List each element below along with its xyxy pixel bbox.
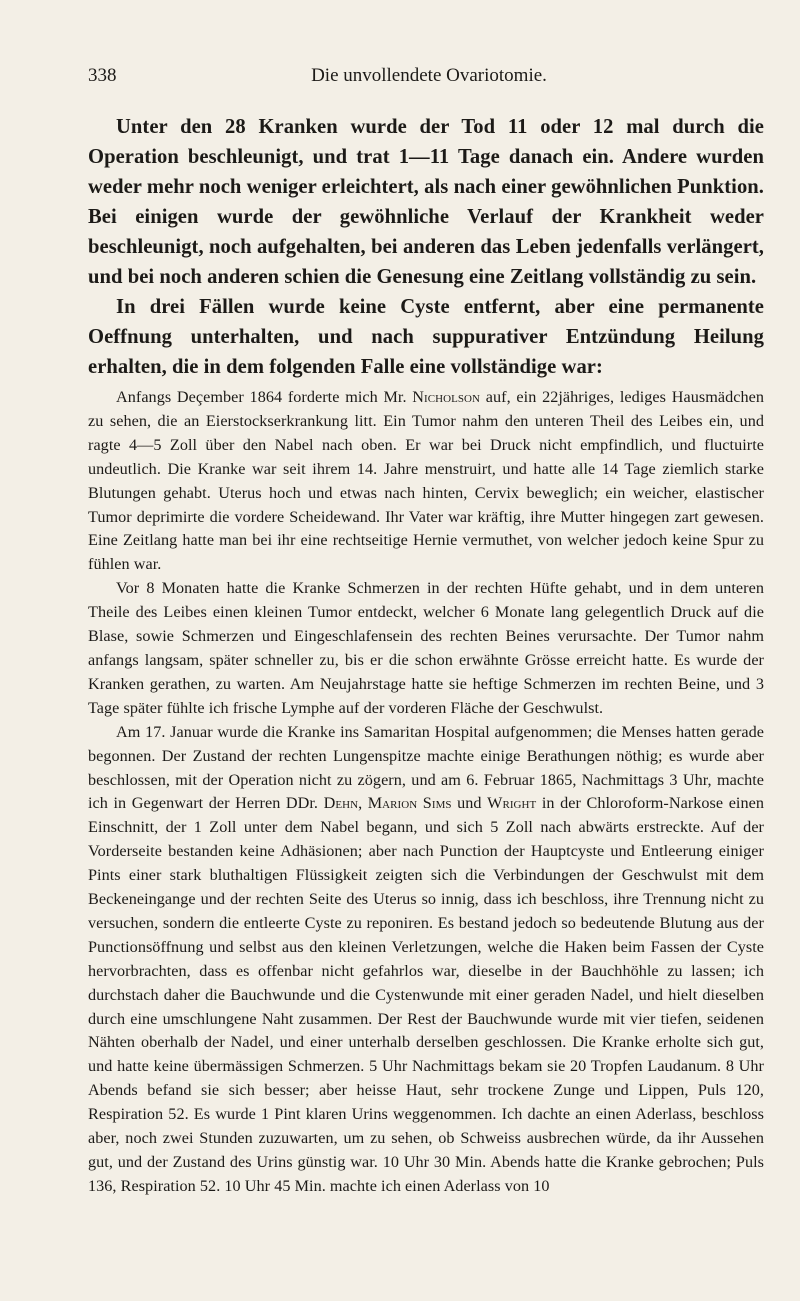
- case-text: in der Chloroform-Narkose einen Einschnitt, der 1 Zoll unter dem Nabel begann, und sich 5 Zoll nach abwärts erstreckte. Auf der Vorderseite bestanden keine Adhäsionen; aber nach Punction der Hauptcyste und Entleerung einiger Pints einer stark bluthaltigen Flüssigkeit zeigten sich die Verbindungen der Geschwulst mit dem Beckeneingange und der rechten Seite des Uterus so innig, dass ich beschloss, ihre Trennung nicht zu versuchen, sondern die entleerte Cyste zu reponiren. Es bestand jedoch so bedeutende Blutung aus der Punctionsöffnung und selbst aus den kleinen Verletzungen, welche die Haken beim Fassen der Cyste hervorbrachten, dass es offenbar nicht gefahrlos war, dieselbe in der Bauchhöhle zu lassen; ich durchstach daher die Bauchwunde und die Cystenwunde mit einer geraden Nadel, und hielt dieselben durch eine umschlungene Naht zusammen. Der Rest der Bauchwunde wurde mit vier tiefen, seidenen Nähten oberhalb der Nadel, und einer unterhalb derselben geschlossen. Die Kranke erholte sich gut, und hatte keine übermässigen Schmerzen. 5 Uhr Nachmittags bekam sie 20 Tropfen Laudanum. 8 Uhr Abends befand sie sich besser; aber heisse Haut, sehr trockene Zunge und Lippen, Puls 120, Respiration 52. Es wurde 1 Pint klaren Urins weggenommen. Ich dachte an einen Aderlass, beschloss aber, noch zwei Stunden zuzuwarten, um zu sehen, ob Schweiss ausbrechen würde, da ihr Aussehen gut, und der Zustand des Urins günstig war. 10 Uhr 30 Min. Abends hatte die Kranke gebrochen; Puls 136, Respiration 52. 10 Uhr 45 Min. machte ich einen Aderlass von 10: [88, 794, 764, 1195]
- body-text: [88, 112, 764, 1199]
- case-text: auf, ein 22jähriges, lediges Hausmädchen zu sehen, die an Eierstockserkrankung litt. Ein Tumor nahm den unteren Theil des Leibes ein, und ragte 4—5 Zoll über den Nabel nach oben. Er war bei Druck nicht empfindlich, und fluctuirte undeutlich. Die Kranke war seit ihrem 14. Jahre menstruirt, und hatte alle 14 Tage ziemlich starke Blutungen gehabt. Uterus hoch und etwas nach hinten, Cervix beweglich; ein weicher, elastischer Tumor deprimirte die vordere Scheidewand. Ihr Vater war kräftig, ihre Mutter hingegen zart gewesen. Eine Zeitlang hatte man bei ihr eine rechtseitige Hernie vermuthet, von welcher jedoch keine Spur zu fühlen war.: [88, 388, 764, 574]
- summary-paragraph-1: Unter den 28 Kranken wurde der Tod 11 oder 12 mal durch die Operation beschleunigt, und trat 1—11 Tage danach ein. Andere wurden weder mehr noch weniger erleichtert, als nach einer gewöhnlichen Punktion. Bei einigen wurde der gewöhnliche Verlauf der Krankheit weder beschleunigt, noch aufgehalten, bei anderen das Leben jedenfalls verlängert, und bei noch anderen schien die Genesung eine Zeitlang vollständig zu sein.: [88, 116, 764, 288]
- case-paragraph-2: Vor 8 Monaten hatte die Kranke Schmerzen in der rechten Hüfte gehabt, und in dem unteren Theile des Leibes einen kleinen Tumor entdeckt, welcher 6 Monate lang gelegentlich Druck auf die Blase, sowie Schmerzen und Eingeschlafensein des rechten Beines verursachte. Der Tumor nahm anfangs langsam, später schneller zu, bis er die schon erwähnte Grösse erreicht hatte. Es wurde der Kranken gerathen, zu warten. Am Neujahrstage hatte sie heftige Schmerzen im rechten Beine, und 3 Tage später fühlte ich frische Lymphe auf der vorderen Fläche der Geschwulst.: [88, 579, 764, 717]
- page-header: [88, 64, 740, 88]
- running-head: Die unvollendete Ovariotomie.: [311, 65, 547, 86]
- case-report: [88, 386, 764, 1199]
- summary-section: [88, 112, 764, 382]
- case-text: und: [451, 794, 488, 813]
- person-name: Dehn: [323, 794, 359, 813]
- summary-paragraph-2: In drei Fällen wurde keine Cyste entfernt, aber eine permanente Oeffnung unterhalten, und nach suppurativer Entzündung Heilung erhalten, die in dem folgenden Falle eine vollständige war:: [88, 296, 764, 378]
- case-text: Anfangs Deçember 1864 forderte mich Mr.: [116, 388, 413, 406]
- case-text: ,: [358, 794, 368, 813]
- case-text: Am 17. Januar wurde die Kranke ins Samaritan Hospital aufgenommen; die Menses hatten gerade begonnen. Der Zustand der rechten Lungenspitze machte einige Berathungen nöthig; es wurde aber beschlossen, mit der Operation nicht zu zögern, und am 6. Februar 1865, Nachmittags 3 Uhr, machte ich in Gegenwart der Herren DDr.: [88, 722, 764, 813]
- case-paragraph-3: [88, 721, 764, 1199]
- page-number: 338: [88, 65, 117, 86]
- person-name: Nicholson: [412, 388, 481, 406]
- case-paragraph-1: [88, 386, 764, 577]
- person-name: Marion Sims: [367, 794, 452, 813]
- person-name: Wright: [487, 794, 537, 813]
